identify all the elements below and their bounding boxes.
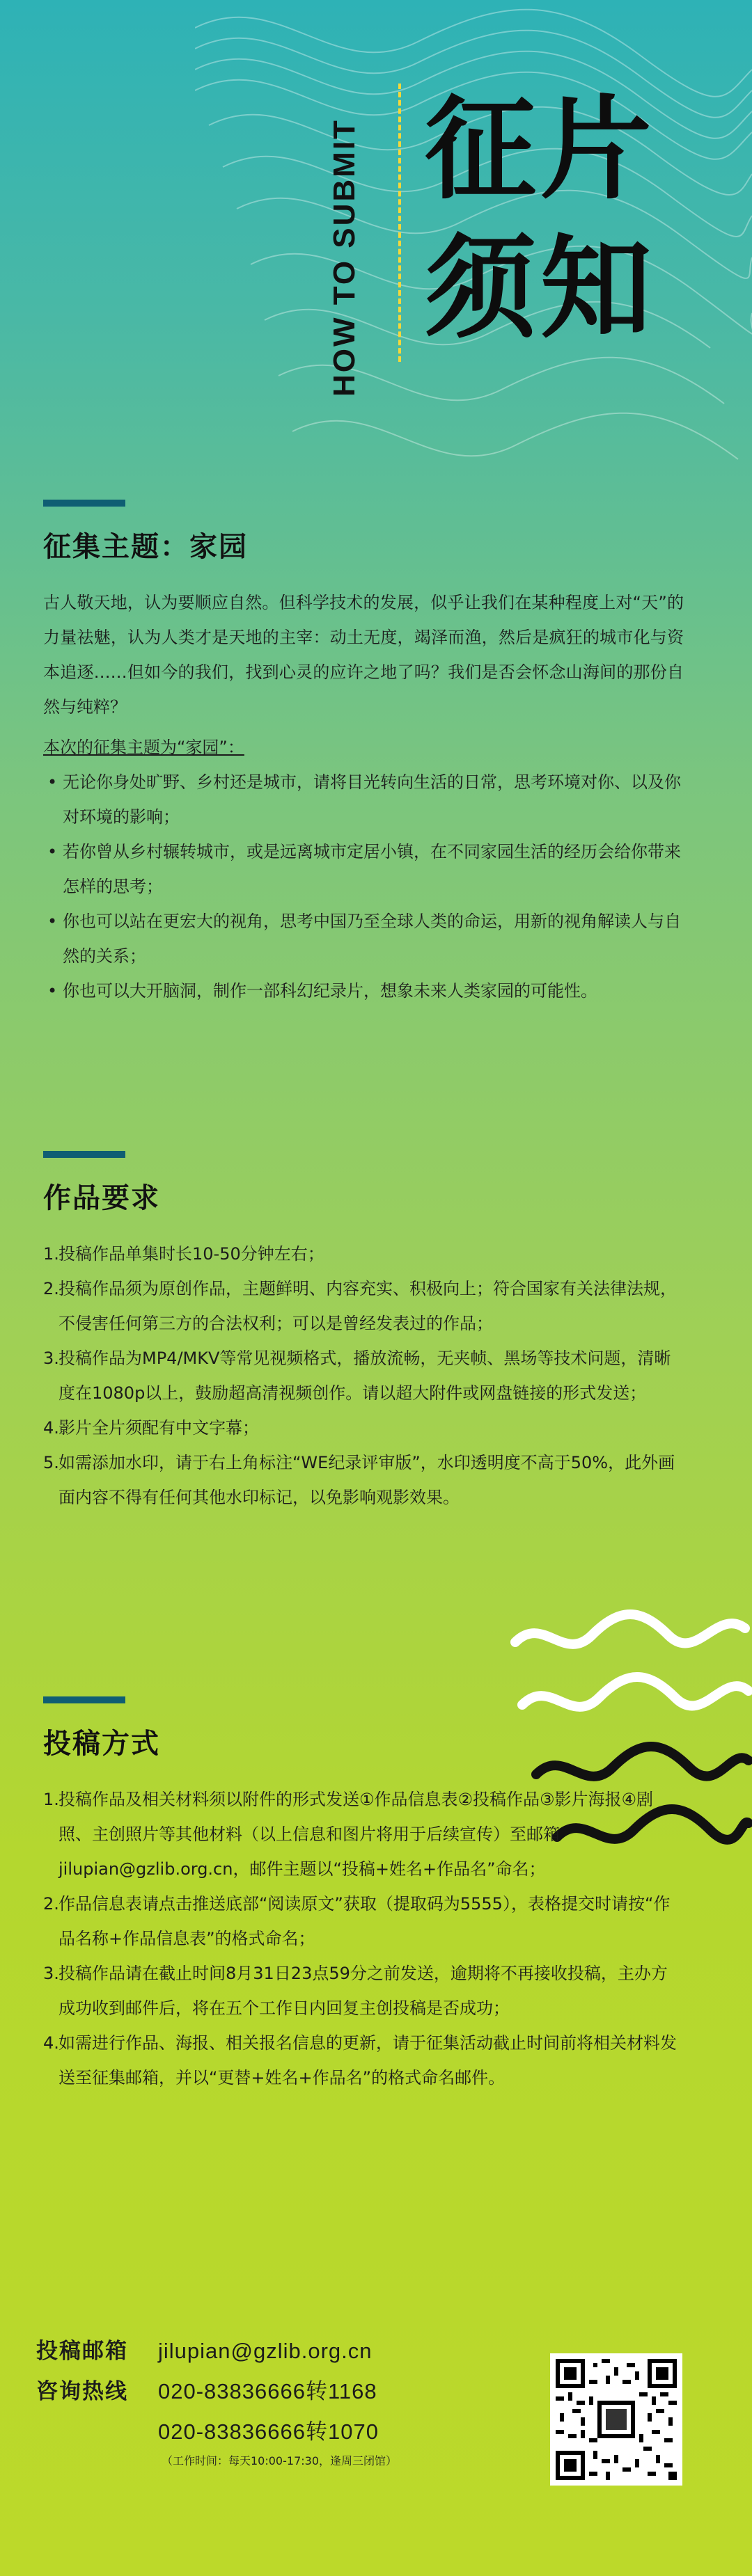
list-item (43, 1782, 684, 1886)
item-text: 投稿作品请在截止时间8月31日23点59分之前发送，逾期将不再接收投稿，主办方成功收到邮件后，将在五个工作日内回复主创投稿是否成功； (58, 1964, 668, 2018)
item-text: 投稿作品为MP4/MKV等常见视频格式，播放流畅，无夹帧、黑场等技术问题，清晰度在1080p以上，鼓励超高清视频创作。请以超大附件或网盘链接的形式发送； (58, 1349, 671, 1403)
item-text: 影片全片须配有中文字幕； (58, 1418, 259, 1438)
item-text: 作品信息表请点击推送底部“阅读原文”获取（提取码为5555），表格提交时请按“作品名称+作品信息表”的格式命名； (58, 1894, 671, 1948)
requirements-section (43, 1151, 684, 1515)
list-item: • 无论你身处旷野、乡村还是城市，请将目光转向生活的日常，思考环境对你、以及你对环境的影响； (43, 765, 684, 834)
theme-intro: 古人敬天地，认为要顺应自然。但科学技术的发展，似乎让我们在某种程度上对“天”的力量祛魅，认为人类才是天地的主宰：动土无度，竭泽而渔，然后是疯狂的城市化与资本追逐……但如今的我们，找到心灵的应许之地了吗？我们是否会怀念山海间的那份自然与纯粹？ (43, 593, 684, 717)
how-to-submit-vertical-text: HOW TO SUBMIT (327, 118, 361, 397)
item-number: 4. (43, 1418, 59, 1438)
list-item (43, 1341, 684, 1410)
theme-section (43, 500, 684, 1008)
list-item (43, 1956, 684, 2026)
phone-1: 020-83836666转1168 (158, 2379, 377, 2403)
list-item: • 若你曾从乡村辗转城市，或是远离城市定居小镇，在不同家园生活的经历会给你带来怎样的思考； (43, 834, 684, 904)
item-number: 2. (43, 1279, 59, 1298)
item-text: 投稿作品及相关材料须以附件的形式发送①作品信息表②投稿作品③影片海报④剧照、主创照片等其他材料（以上信息和图片将用于后续宣传）至邮箱jilupian@gzlib.org.cn，邮件主题以“投稿+姓名+作品名”命名； (58, 1790, 654, 1879)
qr-code-icon (550, 2353, 682, 2486)
working-hours: （工作时间：每天10:00-17:30，逢周三闭馆） (162, 2454, 397, 2467)
section-accent-bar (43, 1151, 125, 1158)
section-accent-bar (43, 1696, 125, 1703)
list-item: • 你也可以站在更宏大的视角，思考中国乃至全球人类的命运，用新的视角解读人与自然的关系； (43, 904, 684, 973)
item-text: 投稿作品须为原创作品，主题鲜明、内容充实、积极向上；符合国家有关法律法规，不侵害任何第三方的合法权利；可以是曾经发表过的作品； (58, 1279, 677, 1333)
theme-bullet-list (43, 765, 684, 1008)
list-item (43, 1410, 684, 1445)
requirements-list (43, 1237, 684, 1515)
submission-heading: 投稿方式 (43, 1728, 160, 1760)
email-link[interactable]: jilupian@gzlib.org.cn (158, 2339, 373, 2363)
item-text: 投稿作品单集时长10-50分钟左右； (58, 1244, 324, 1264)
item-number: 3. (43, 1964, 59, 1983)
page-title (425, 80, 717, 358)
email-row (36, 2331, 551, 2371)
item-number: 1. (43, 1790, 59, 1809)
list-item (43, 1237, 684, 1271)
list-item: • 你也可以大开脑洞，制作一部科幻纪录片，想象未来人类家园的可能性。 (43, 973, 684, 1008)
hero-section (0, 0, 752, 487)
item-number: 4. (43, 2033, 59, 2053)
list-item (43, 1886, 684, 1956)
submission-list (43, 1782, 684, 2095)
theme-subheading: 本次的征集主题为“家园”： (43, 738, 244, 757)
item-number: 2. (43, 1894, 59, 1914)
item-text: 如需进行作品、海报、相关报名信息的更新，请于征集活动截止时间前将相关材料发送至征集邮箱，并以“更替+姓名+作品名”的格式命名邮件。 (58, 2033, 677, 2088)
phone-2: 020-83836666转1070 (158, 2419, 379, 2444)
list-item (43, 2026, 684, 2095)
item-number: 3. (43, 1349, 59, 1368)
item-number: 5. (43, 1453, 59, 1472)
section-accent-bar (43, 500, 125, 507)
item-text: 如需添加水印，请于右上角标注“WE纪录评审版”，水印透明度不高于50%，此外画面内容不得有任何其他水印标记，以免影响观影效果。 (58, 1453, 675, 1507)
hotline-label: 咨询热线 (36, 2379, 128, 2404)
requirements-heading: 作品要求 (43, 1182, 160, 1214)
list-item (43, 1271, 684, 1341)
contact-block (36, 2331, 551, 2470)
page-title-line1: 征片 (425, 84, 657, 214)
theme-heading: 征集主题：家园 (43, 531, 248, 563)
list-item (43, 1445, 684, 1515)
hotline-row (36, 2371, 551, 2412)
hotline-label-spacer (36, 2412, 158, 2452)
hotline-row-2 (36, 2412, 551, 2452)
dashed-divider (398, 84, 401, 362)
page-title-line2: 须知 (425, 223, 657, 353)
submission-section (43, 1696, 684, 2095)
item-number: 1. (43, 1244, 59, 1264)
email-label: 投稿邮箱 (36, 2339, 128, 2364)
